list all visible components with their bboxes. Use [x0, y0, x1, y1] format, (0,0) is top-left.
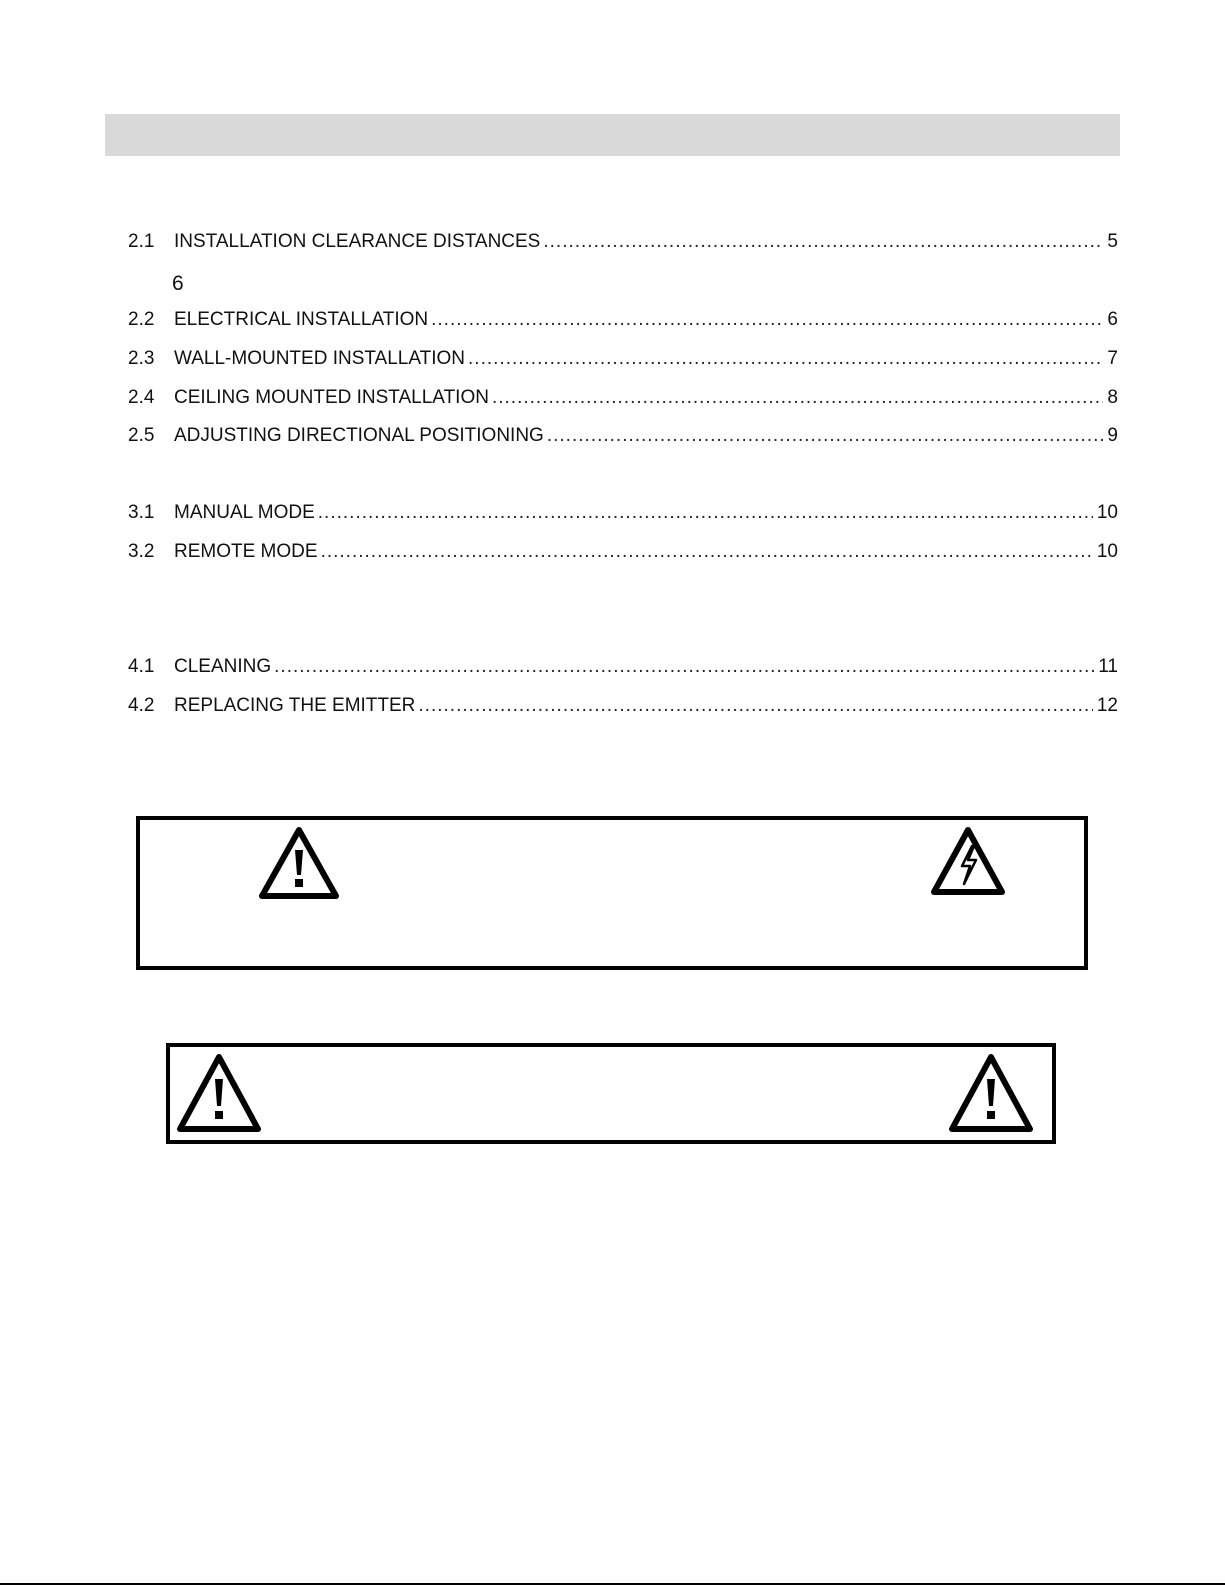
toc-number: 4.2 [128, 695, 155, 716]
toc-leader [468, 348, 1103, 370]
toc-page-number: 10 [1096, 541, 1118, 562]
toc-entry-2-2[interactable] [128, 309, 1118, 339]
toc-number: 2.5 [128, 425, 155, 446]
toc-title: ADJUSTING DIRECTIONAL POSITIONING [174, 425, 544, 446]
toc-leader [418, 695, 1092, 717]
warning-box [166, 1043, 1056, 1144]
toc-leader [492, 387, 1103, 409]
toc-leader [543, 231, 1103, 253]
toc-page-number: 6 [1107, 309, 1118, 330]
toc-title: WALL-MOUNTED INSTALLATION [174, 348, 466, 369]
toc-title: REMOTE MODE [174, 541, 318, 562]
stray-page-number: 6 [172, 272, 184, 295]
toc-number: 2.1 [128, 231, 155, 252]
warning-box [136, 816, 1088, 970]
toc-title: ELECTRICAL INSTALLATION [174, 309, 429, 330]
toc-leader [431, 309, 1103, 331]
toc-number: 2.4 [128, 387, 155, 408]
toc-entry-2-5[interactable] [128, 425, 1118, 455]
toc-number: 3.1 [128, 502, 155, 523]
toc-title: CLEANING [174, 656, 272, 677]
toc-entry-3-2[interactable] [128, 541, 1118, 571]
toc-number: 4.1 [128, 656, 155, 677]
toc-leader [318, 502, 1093, 524]
warning-triangle-icon [948, 1053, 1034, 1133]
toc-title: MANUAL MODE [174, 502, 315, 523]
toc-leader [547, 425, 1104, 447]
toc-entry-2-3[interactable] [128, 348, 1118, 378]
toc-page-number: 5 [1107, 231, 1118, 252]
section-header-bar [105, 114, 1120, 156]
toc-number: 2.2 [128, 309, 155, 330]
toc-entry-4-2[interactable] [128, 695, 1118, 725]
toc-number: 3.2 [128, 541, 155, 562]
toc-page-number: 12 [1096, 695, 1118, 716]
warning-triangle-icon [258, 826, 340, 900]
toc-page-number: 10 [1096, 502, 1118, 523]
toc-entry-2-4[interactable] [128, 387, 1118, 417]
toc-page-number: 11 [1098, 656, 1118, 677]
toc-page-number: 9 [1107, 425, 1118, 446]
toc-page-number: 8 [1107, 387, 1118, 408]
toc-entry-2-1[interactable] [128, 231, 1118, 261]
toc-entry-3-1[interactable] [128, 502, 1118, 532]
toc-title: INSTALLATION CLEARANCE DISTANCES [174, 231, 541, 252]
electrical-hazard-icon [930, 826, 1006, 898]
toc-leader [274, 656, 1094, 678]
toc-title: CEILING MOUNTED INSTALLATION [174, 387, 489, 408]
warning-triangle-icon [176, 1053, 262, 1133]
toc-number: 2.3 [128, 348, 155, 369]
toc-title: REPLACING THE EMITTER [174, 695, 416, 716]
toc-entry-4-1[interactable] [128, 656, 1118, 686]
toc-page-number: 7 [1107, 348, 1118, 369]
toc-leader [321, 541, 1093, 563]
